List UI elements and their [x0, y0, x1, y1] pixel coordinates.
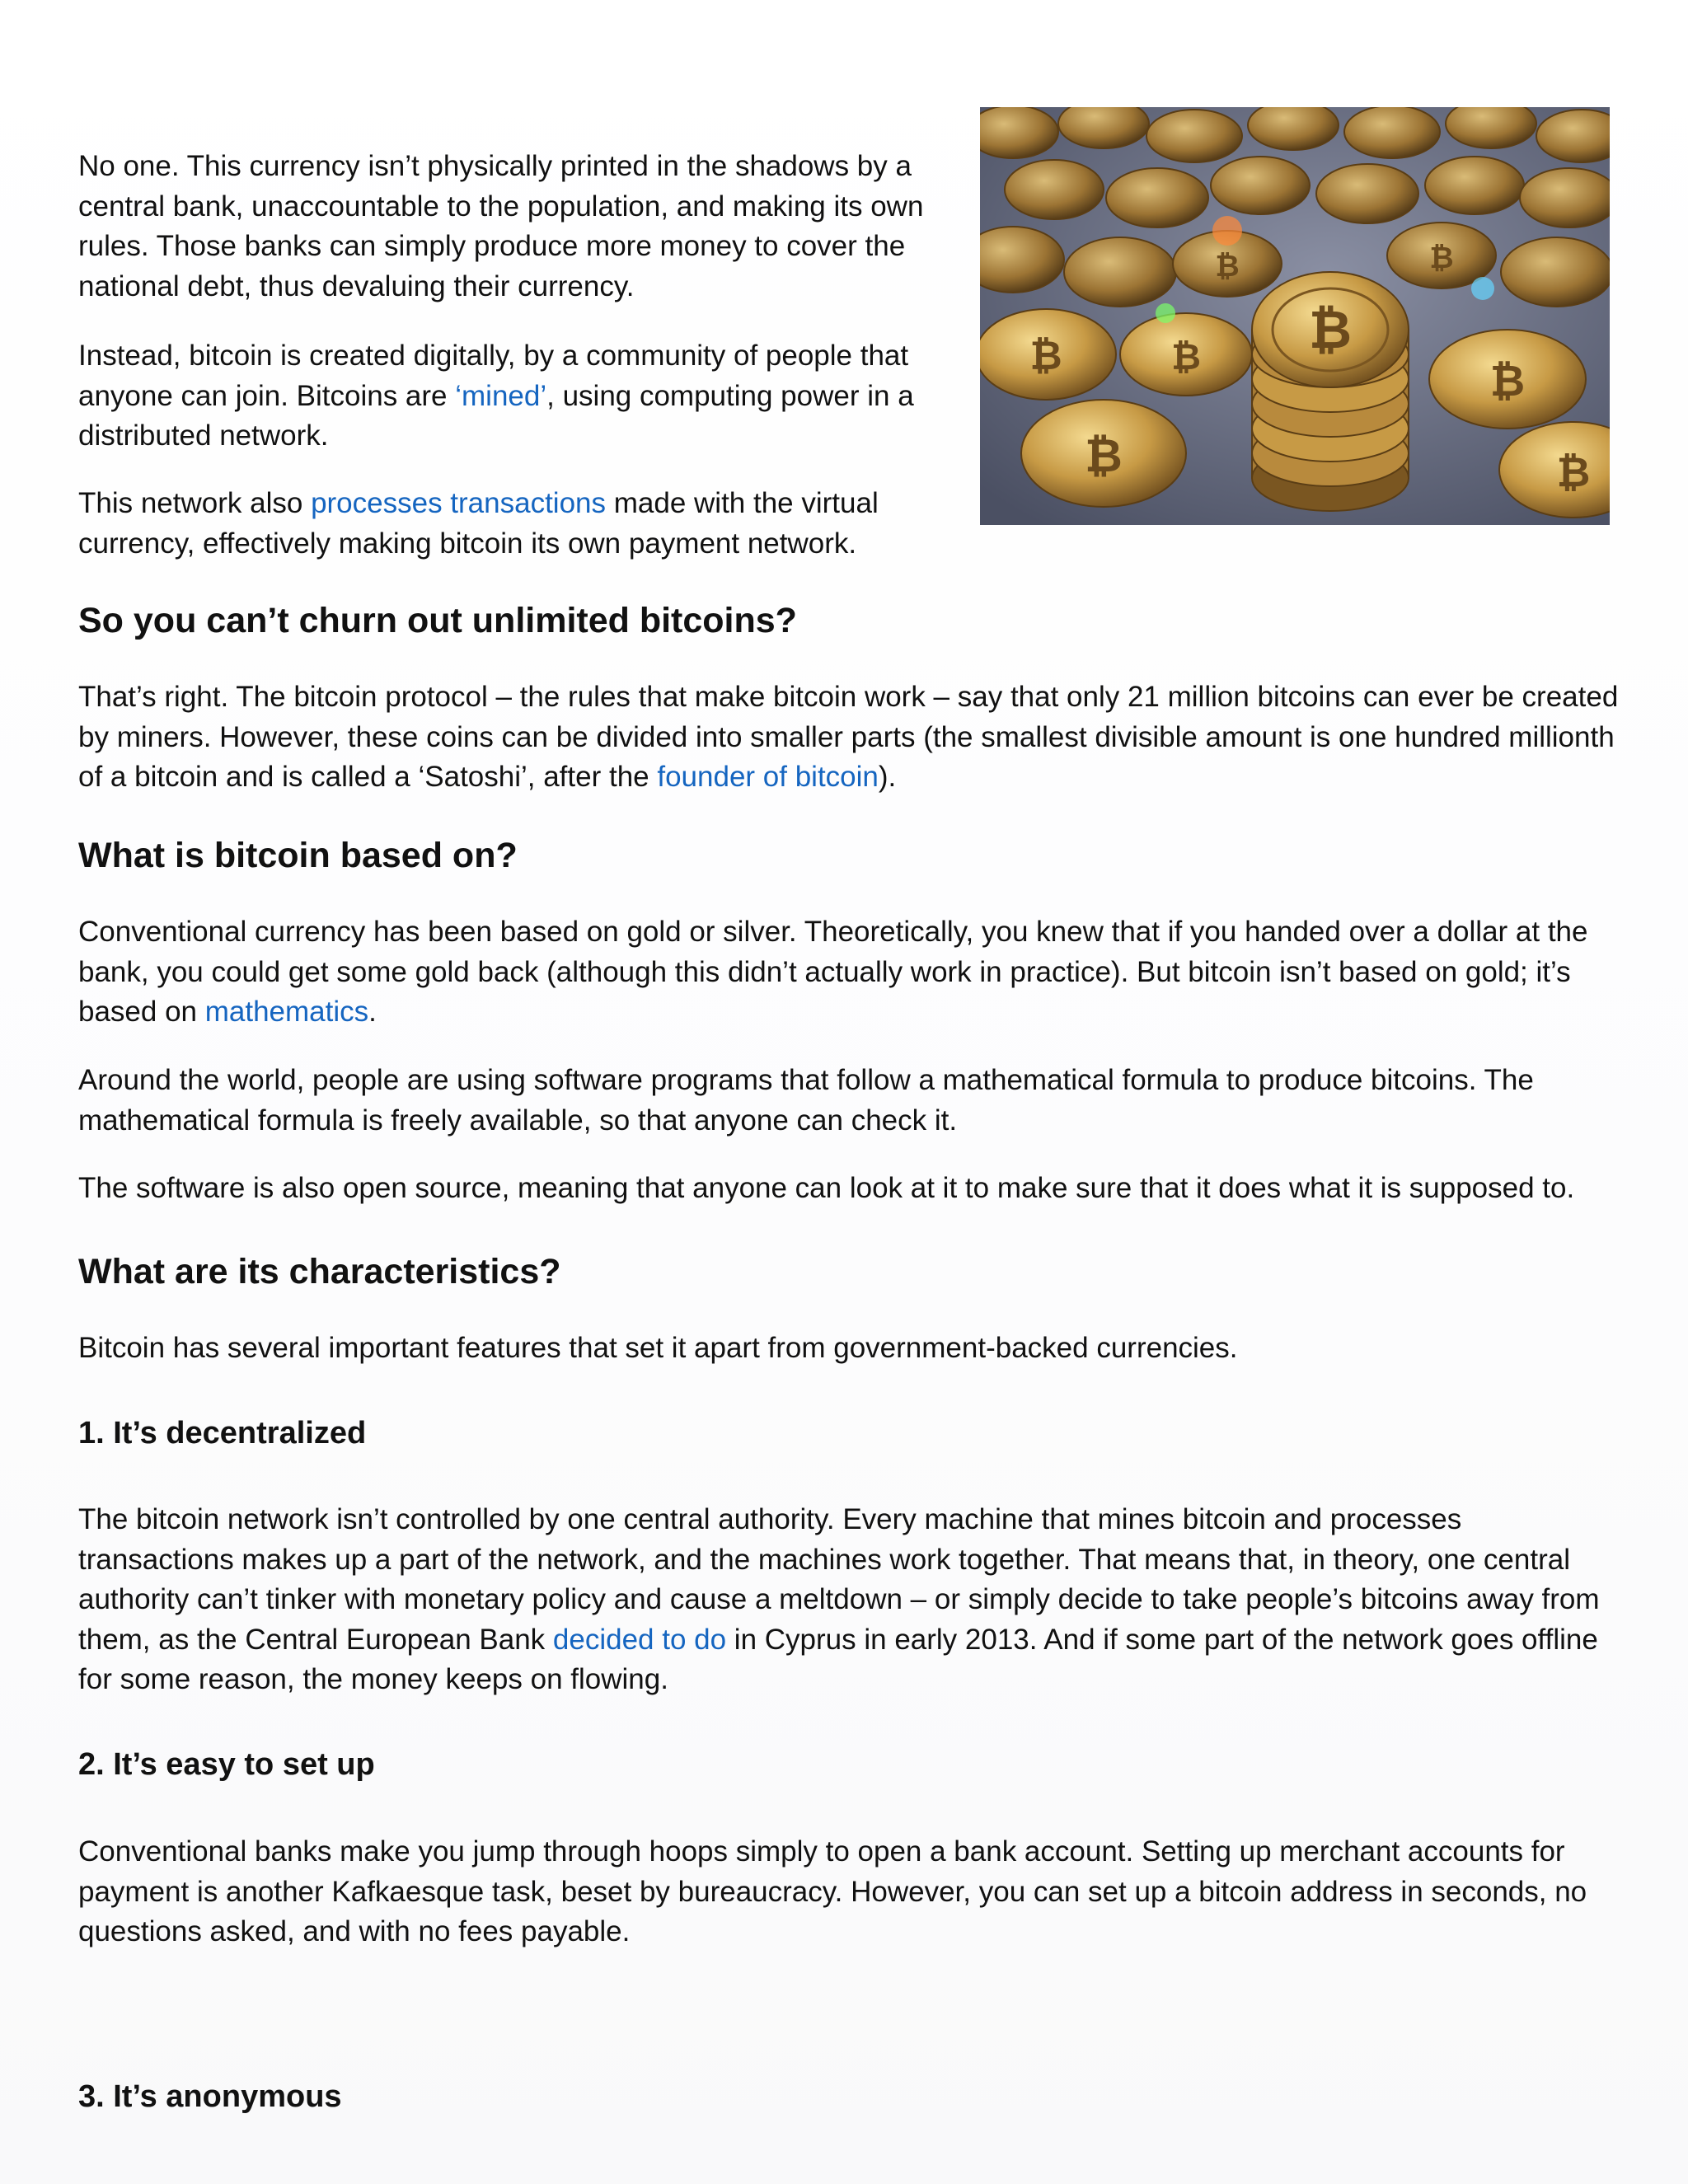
svg-text:₿: ₿: [1308, 300, 1353, 361]
founder-of-bitcoin-link[interactable]: founder of bitcoin: [657, 761, 879, 793]
section3-paragraph: Bitcoin has several important features that set it apart from government-backed currencies.: [78, 1332, 1238, 1364]
svg-text:₿: ₿: [1171, 336, 1201, 378]
section1-paragraph: That’s right. The bitcoin protocol – the rules that make bitcoin work – say that only 21 million bitcoins can ever be created by miners. However, these coins can be divided into smaller parts (the smallest divisible amount is one hundred millionth of a bitcoin and is called a ‘Satoshi’, after the founder of bitcoin).: [78, 681, 1619, 793]
intro-paragraph-1: No one. This currency isn’t physically printed in the shadows by a central bank, unaccountable to the population, and making its own rules. Those banks can simply produce more money to cover the national debt, thus devaluing their currency.: [78, 150, 924, 302]
intro-paragraph-3: This network also processes transactions made with the virtual currency, effectively making bitcoin its own payment network.: [78, 487, 879, 560]
section-heading-based-on: What is bitcoin based on?: [78, 836, 518, 875]
svg-text:₿: ₿: [1489, 357, 1526, 406]
feature-heading-decentralized: 1. It’s decentralized: [78, 1416, 367, 1451]
svg-text:₿: ₿: [1215, 250, 1240, 284]
processes-transactions-link[interactable]: processes transactions: [311, 487, 607, 519]
feature-heading-easy-setup: 2. It’s easy to set up: [78, 1747, 375, 1782]
svg-text:₿: ₿: [1029, 333, 1062, 379]
section2-paragraph-2: Around the world, people are using software programs that follow a mathematical formula to produce bitcoins. The mathematical formula is freely available, so that anyone can check it.: [78, 1064, 1534, 1137]
intro-paragraph-2: Instead, bitcoin is created digitally, by a community of people that anyone can join. Bitcoins are ‘mined’, using computing power in a distributed network.: [78, 340, 914, 452]
feature1-paragraph: The bitcoin network isn’t controlled by one central authority. Every machine that mines bitcoin and processes transactions makes up a part of the network, and the machines work together. That means that, in theory, one central authority can’t tinker with monetary policy and cause a meltdown – or simply decide to take people’s bitcoins away from them, as the Central European Bank decided to do in Cyprus in early 2013. And if some part of the network goes offline for some reason, the money keeps on flowing.: [78, 1503, 1600, 1695]
section2-paragraph-3: The software is also open source, meaning that anyone can look at it to make sure that it does what it is supposed to.: [78, 1172, 1575, 1204]
feature2-paragraph: Conventional banks make you jump through hoops simply to open a bank account. Setting up merchant accounts for payment is another Kafkaesque task, beset by bureaucracy. However, you can set up a bitcoin address in seconds, no questions asked, and with no fees payable.: [78, 1835, 1587, 1947]
mathematics-link[interactable]: mathematics: [204, 996, 369, 1028]
bitcoin-coins-image: [980, 107, 1610, 525]
decided-to-do-link[interactable]: decided to do: [552, 1623, 727, 1656]
section-heading-characteristics: What are its characteristics?: [78, 1252, 561, 1291]
section-heading-unlimited-bitcoins: So you can’t churn out unlimited bitcoins?: [78, 601, 797, 640]
mined-link[interactable]: ‘mined’: [455, 379, 547, 412]
section2-paragraph-1: Conventional currency has been based on gold or silver. Theoretically, you knew that if you handed over a dollar at the bank, you could get some gold back (although this didn’t actually work in practice). But bitcoin isn’t based on gold; it’s based on mathematics.: [78, 916, 1588, 1028]
svg-text:₿: ₿: [1556, 448, 1591, 496]
feature-heading-anonymous: 3. It’s anonymous: [78, 2079, 342, 2114]
bitcoin-coins-icon: [980, 107, 1610, 525]
svg-text:₿: ₿: [1085, 429, 1123, 483]
svg-text:₿: ₿: [1429, 241, 1454, 275]
